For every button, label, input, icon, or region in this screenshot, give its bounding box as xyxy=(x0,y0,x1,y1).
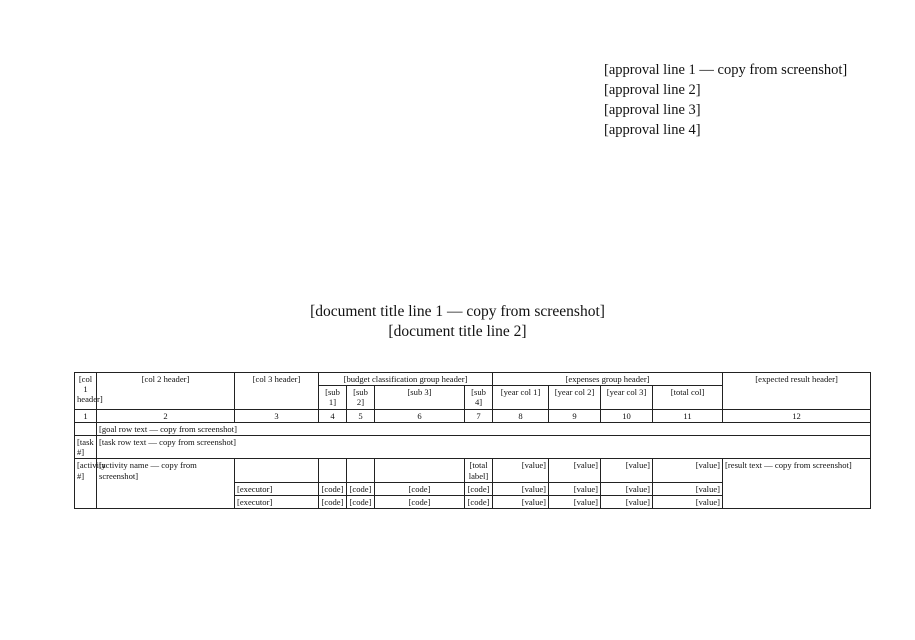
approval-line: [approval line 3] xyxy=(604,102,701,118)
expense-sub-header: [year col 2] xyxy=(549,386,601,409)
activity-result: [result text — copy from screenshot] xyxy=(723,459,871,509)
column-number-row xyxy=(75,409,871,422)
grbs-name: [executor] xyxy=(235,482,319,495)
rzpr-code: [code] xyxy=(347,496,375,509)
column-number: 4 xyxy=(319,409,347,422)
line-value: [value] xyxy=(493,496,549,509)
column-number: 8 xyxy=(493,409,549,422)
total-label: [total label] xyxy=(465,459,493,482)
goal-row-text: [goal row text — copy from screenshot] xyxy=(97,422,871,435)
goal-row xyxy=(75,422,871,435)
total-value: [value] xyxy=(653,459,723,482)
line-value: [value] xyxy=(549,496,601,509)
vr-code: [code] xyxy=(465,496,493,509)
activity-total-row xyxy=(75,459,871,482)
grbs-code: [code] xyxy=(319,482,347,495)
column-number: 6 xyxy=(375,409,465,422)
title-line: [document title line 1 — copy from screenshot] xyxy=(310,303,605,320)
column-number: 3 xyxy=(235,409,319,422)
approval-block xyxy=(604,60,894,140)
col-grbs-header: [col 3 header] xyxy=(235,373,319,410)
approval-line: [approval line 1 — copy from screenshot] xyxy=(604,62,848,78)
col-goal-header: [col 2 header] xyxy=(97,373,235,410)
task-row xyxy=(75,436,871,459)
column-number: 10 xyxy=(601,409,653,422)
budget-sub-header: [sub 1] xyxy=(319,386,347,409)
task-row-num: [task #] xyxy=(75,436,97,459)
task-row-text: [task row text — copy from screenshot] xyxy=(97,436,871,459)
activity-name: [activity name — copy from screenshot] xyxy=(97,459,235,509)
grbs-code: [code] xyxy=(319,496,347,509)
document-title xyxy=(60,302,855,342)
line-value: [value] xyxy=(601,482,653,495)
col-result-header: [expected result header] xyxy=(723,373,871,410)
column-number: 11 xyxy=(653,409,723,422)
column-number: 2 xyxy=(97,409,235,422)
line-value: [value] xyxy=(549,482,601,495)
expense-sub-header: [total col] xyxy=(653,386,723,409)
csr-code: [code] xyxy=(375,496,465,509)
line-value: [value] xyxy=(601,496,653,509)
total-value: [value] xyxy=(549,459,601,482)
empty-cell xyxy=(235,459,319,482)
vr-code: [code] xyxy=(465,482,493,495)
header-row xyxy=(75,373,871,386)
empty-cell xyxy=(319,459,347,482)
expense-group-header: [expenses group header] xyxy=(493,373,723,386)
activities-table xyxy=(74,372,871,509)
col-num-header: [col 1 header] xyxy=(75,373,97,410)
expense-sub-header: [year col 3] xyxy=(601,386,653,409)
rzpr-code: [code] xyxy=(347,482,375,495)
expense-sub-header: [year col 1] xyxy=(493,386,549,409)
empty-cell xyxy=(375,459,465,482)
column-number: 12 xyxy=(723,409,871,422)
csr-code: [code] xyxy=(375,482,465,495)
budget-sub-header: [sub 4] xyxy=(465,386,493,409)
column-number: 5 xyxy=(347,409,375,422)
title-line: [document title line 2] xyxy=(388,323,527,340)
goal-row-num xyxy=(75,422,97,435)
column-number: 9 xyxy=(549,409,601,422)
line-value: [value] xyxy=(653,496,723,509)
total-value: [value] xyxy=(601,459,653,482)
column-number: 7 xyxy=(465,409,493,422)
total-value: [value] xyxy=(493,459,549,482)
line-value: [value] xyxy=(653,482,723,495)
line-value: [value] xyxy=(493,482,549,495)
column-number: 1 xyxy=(75,409,97,422)
approval-line: [approval line 4] xyxy=(604,122,701,138)
budget-sub-header: [sub 2] xyxy=(347,386,375,409)
budget-sub-header: [sub 3] xyxy=(375,386,465,409)
empty-cell xyxy=(347,459,375,482)
approval-line: [approval line 2] xyxy=(604,82,701,98)
grbs-name: [executor] xyxy=(235,496,319,509)
activity-num: [activity #] xyxy=(75,459,97,509)
budget-group-header: [budget classification group header] xyxy=(319,373,493,386)
